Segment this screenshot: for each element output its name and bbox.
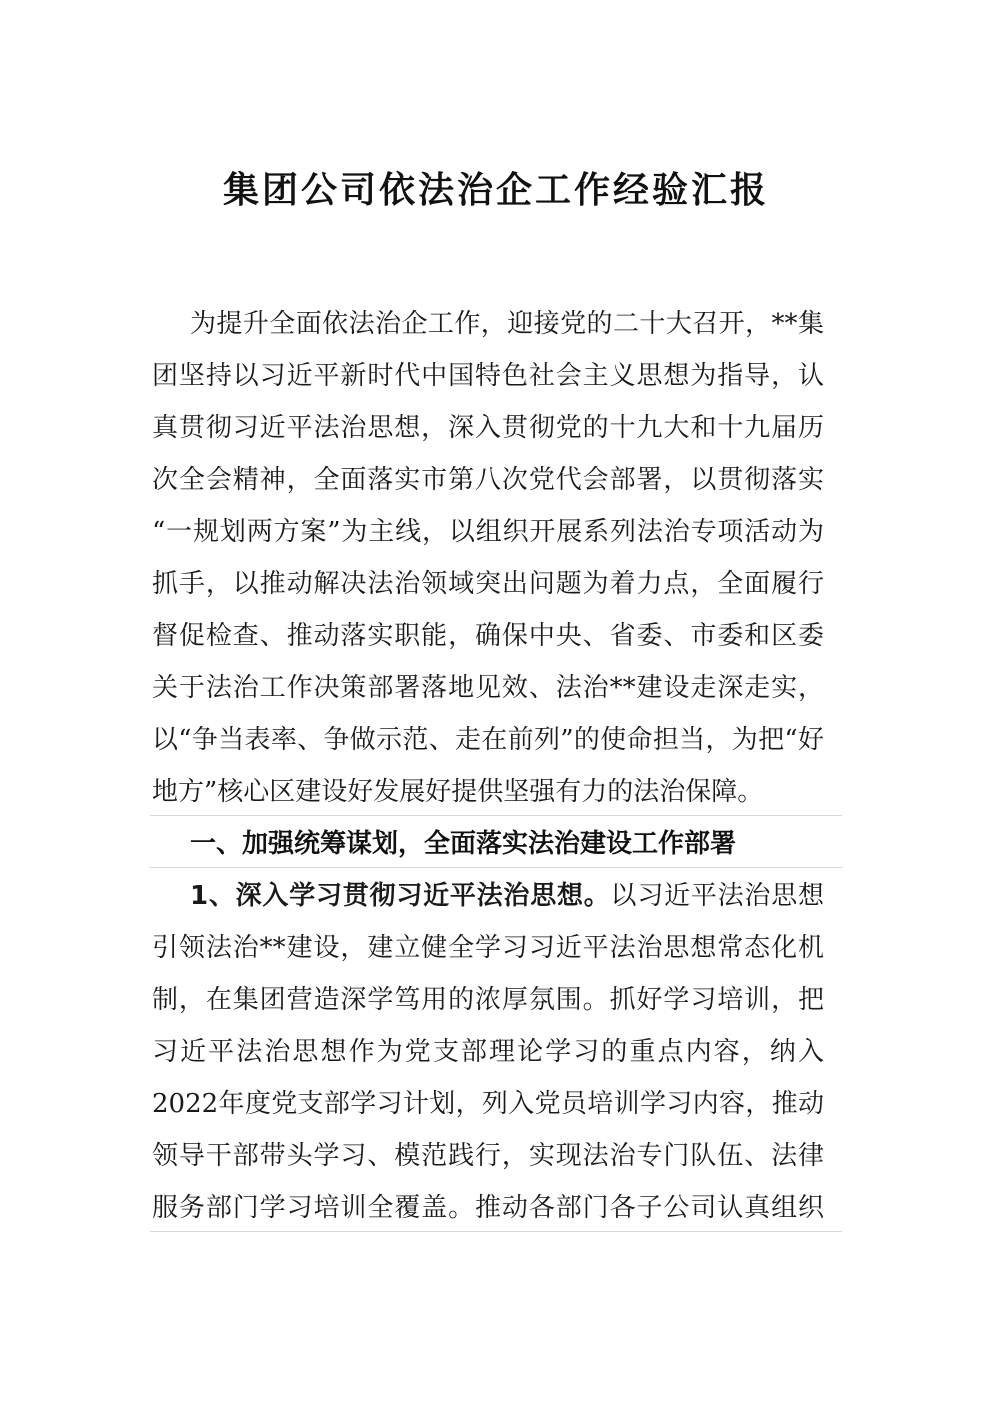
- paragraph-line: [190, 876, 824, 916]
- section-heading: 一、加强统筹谋划，全面落实法治建设工作部署: [190, 829, 737, 859]
- paragraph-line: 地方”核心区建设好发展好提供坚强有力的法治保障。: [152, 777, 764, 807]
- paragraph-line: 次全会精神，全面落实市第八次党代会部署，以贯彻落实: [152, 465, 824, 495]
- paragraph-line: 以“争当表率、争做示范、走在前列”的使命担当，为把“好: [152, 725, 824, 755]
- paragraph-line: 关于法治工作决策部署落地见效、法治**建设走深走实，: [152, 673, 824, 703]
- paragraph-line: 习近平法治思想作为党支部理论学习的重点内容，纳入: [152, 1037, 824, 1067]
- paragraph-line: 服务部门学习培训全覆盖。推动各部门各子公司认真组织: [152, 1193, 824, 1223]
- paragraph-line: 制，在集团营造深学笃用的浓厚氛围。抓好学习培训，把: [152, 985, 824, 1015]
- divider: [150, 867, 842, 868]
- paragraph-line: 为提升全面依法治企工作，迎接党的二十大召开，**集: [190, 309, 824, 339]
- divider: [150, 1231, 842, 1232]
- subsection-heading: 1、深入学习贯彻习近平法治思想。: [190, 881, 611, 911]
- paragraph-line: 领导干部带头学习、模范践行，实现法治专门队伍、法律: [152, 1141, 824, 1171]
- paragraph-line: 2022年度党支部学习计划，列入党员培训学习内容，推动: [152, 1089, 824, 1119]
- paragraph-line: 抓手，以推动解决法治领域突出问题为着力点，全面履行: [152, 569, 824, 599]
- paragraph-line: 真贯彻习近平法治思想，深入贯彻党的十九大和十九届历: [152, 413, 824, 443]
- paragraph-line: 引领法治**建设，建立健全学习习近平法治思想常态化机: [152, 933, 824, 963]
- paragraph-line: 督促检查、推动落实职能，确保中央、省委、市委和区委: [152, 621, 824, 651]
- subsection-line-text: 以习近平法治思想: [610, 881, 824, 911]
- divider: [150, 815, 842, 816]
- paragraph-line: 团坚持以习近平新时代中国特色社会主义思想为指导，认: [152, 361, 824, 391]
- document-title: 集团公司依法治企工作经验汇报: [222, 170, 769, 211]
- paragraph-line: “一规划两方案”为主线，以组织开展系列法治专项活动为: [152, 517, 824, 547]
